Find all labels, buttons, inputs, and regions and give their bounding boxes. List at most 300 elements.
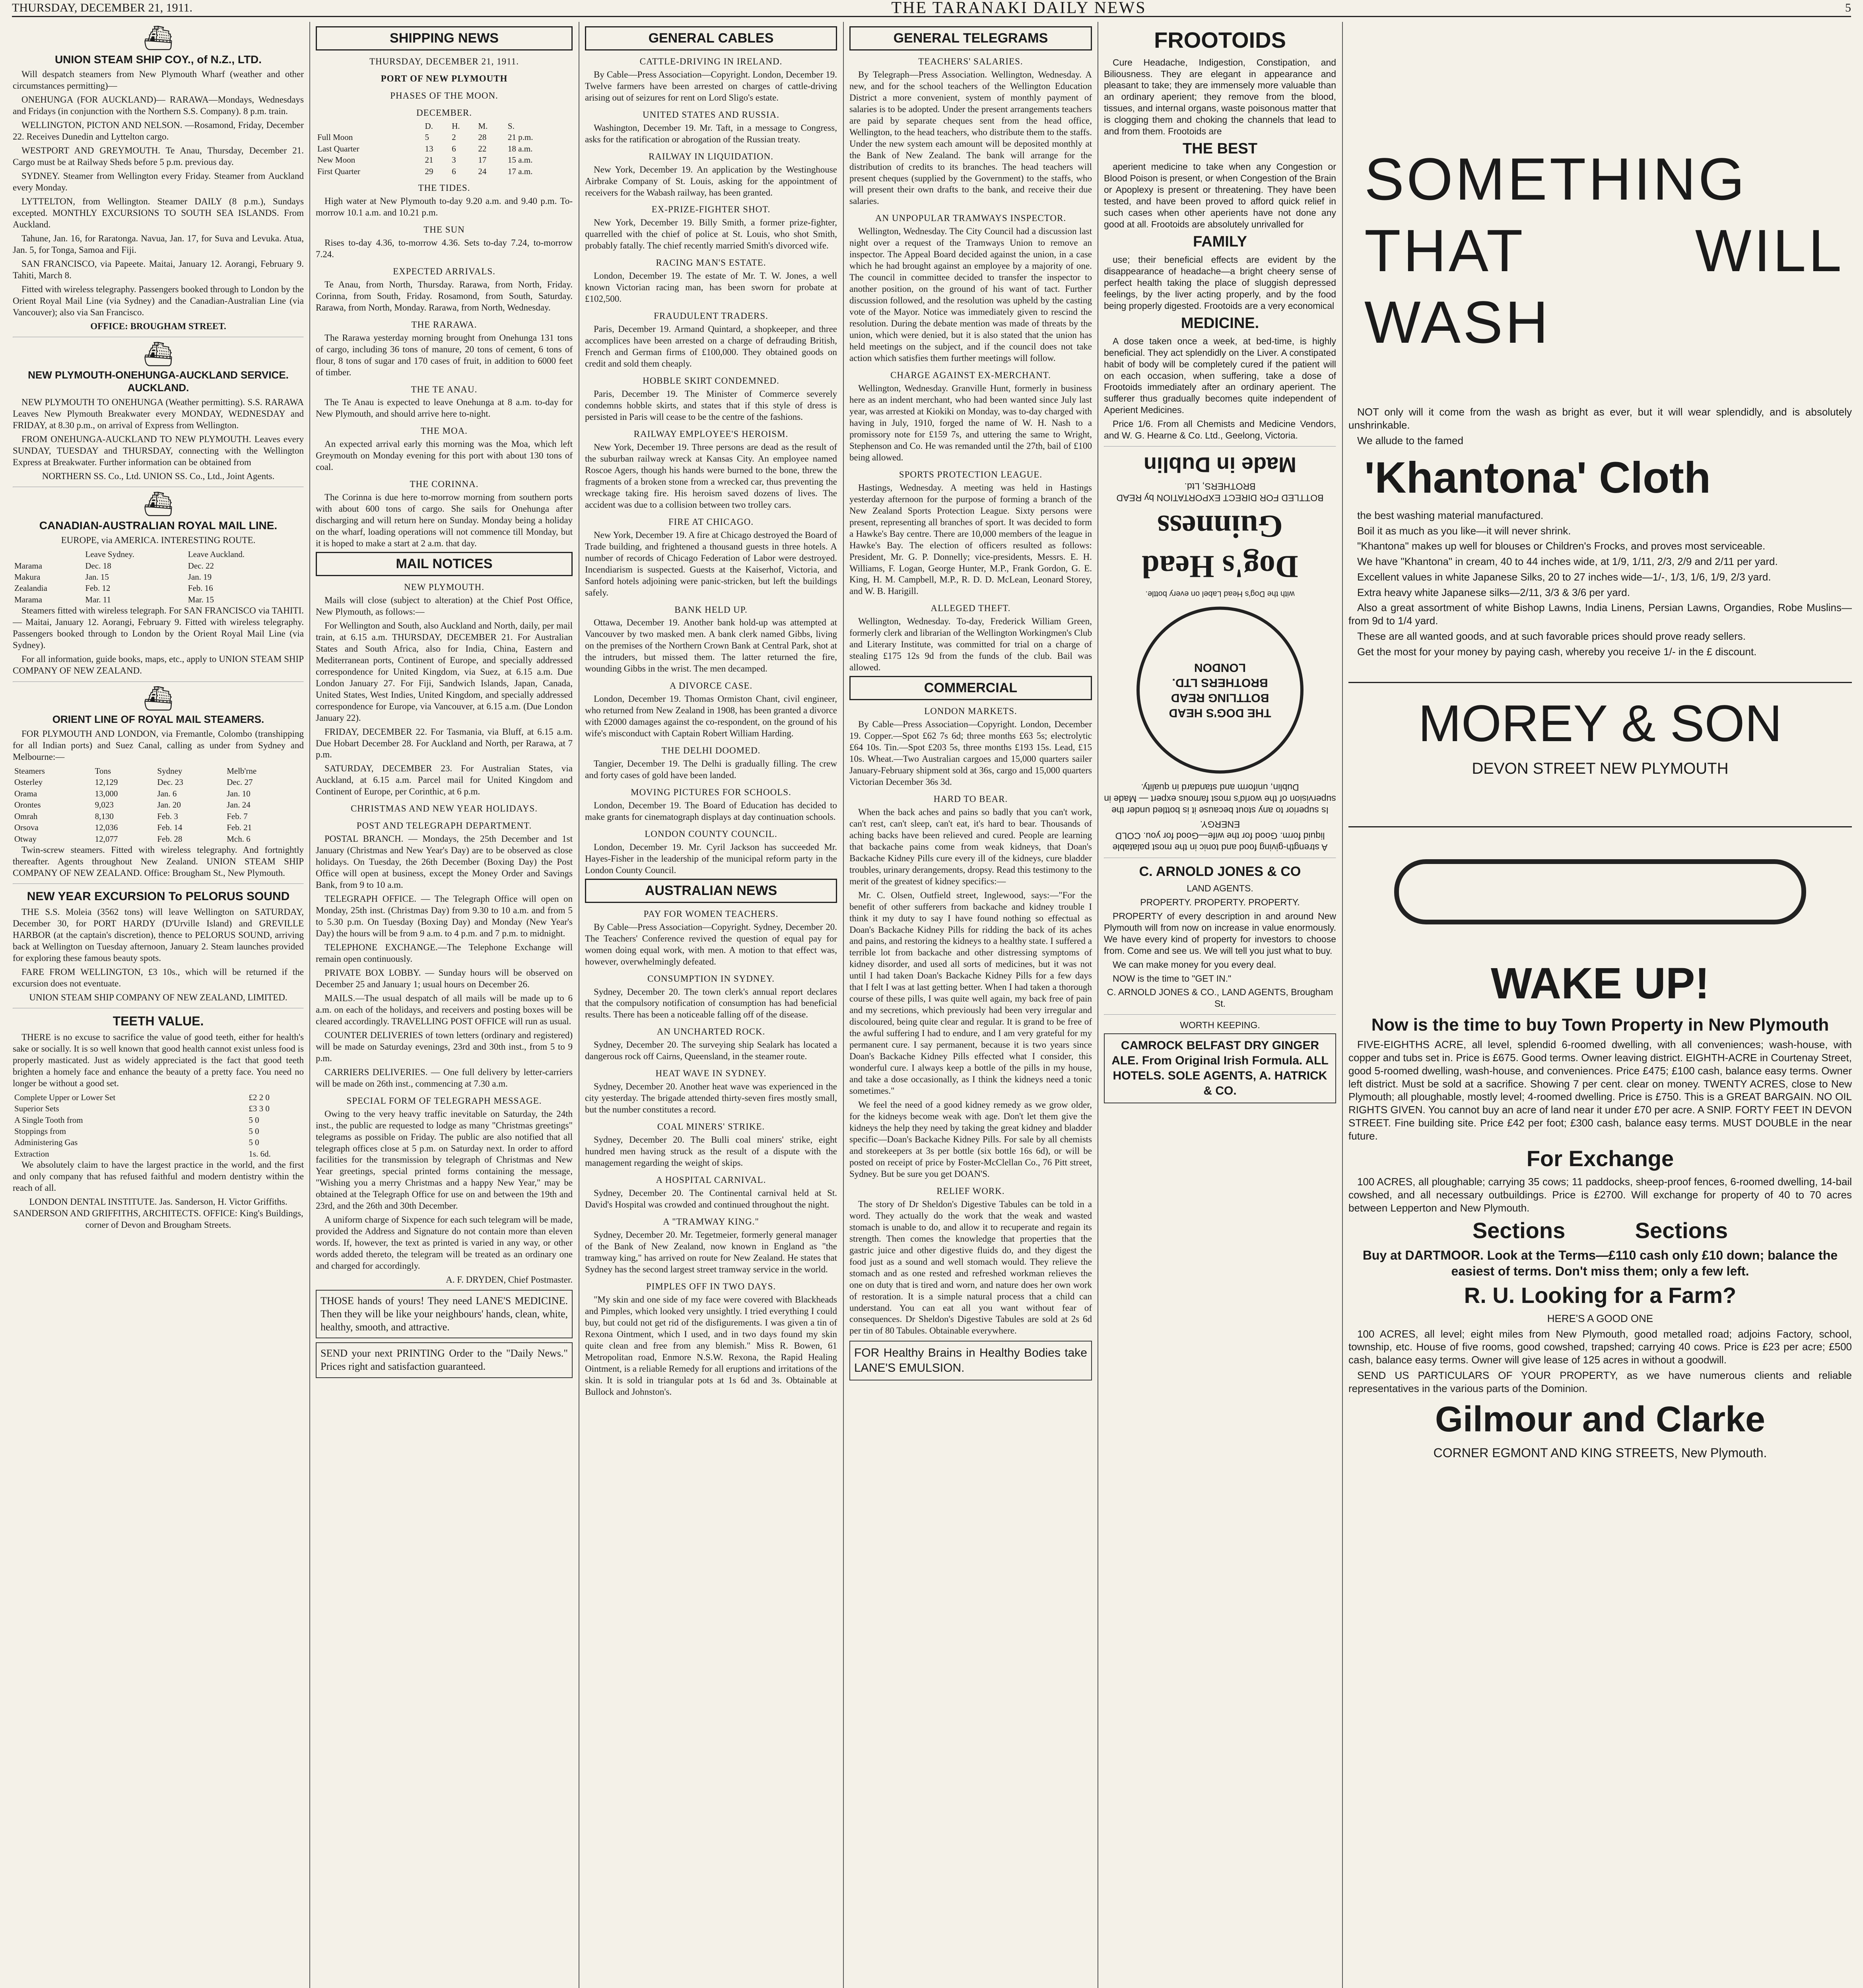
article-body: London, December 19. Thomas Ormiston Chant, civil engineer, who returned from New Zealand in 1908, has been granted a divorce with £2000 damages against the co-respondent, on the ground of his wife's misconduct with Captain Robert William Harding.: [585, 694, 837, 739]
khantona-intro: NOT only will it come from the wash as bright as ever, but it will wear splendidly, and is absolutely unshrinkable.: [1348, 406, 1852, 431]
sun-text: Rises to-day 4.36, to-morrow 4.36. Sets to-day 7.24, to-morrow 7.24.: [316, 237, 573, 259]
orient-heading: ORIENT LINE OF ROYAL MAIL STEAMERS.: [52, 713, 264, 726]
article-title: AN UNPOPULAR TRAMWAYS INSPECTOR.: [875, 213, 1067, 223]
article-title: AN UNCHARTED ROCK.: [657, 1027, 765, 1037]
table-cell: 9,023: [95, 800, 114, 810]
article-body: Wellington, Wednesday. To-day, Frederick William Green, formerly clerk and librarian of the Wellington Workingmen's Club and Literary Institute, was committed for trial on a charge of stealing £175 12s 9d from the funds of the club. Bail was allowed.: [849, 616, 1092, 673]
table-cell: 21 p.m.: [507, 132, 533, 142]
table-cell: Marama: [14, 561, 42, 571]
australian-list: [585, 909, 837, 1276]
union-sanfran: SAN FRANCISCO, via Papeete. Maitai, January 12. Aorangi, February 9. Tahiti, March 8.: [13, 258, 304, 280]
article-body: New York, December 19. Billy Smith, a former prize-fighter, quarrelled with the chief of police at St. Louis, who shot Smith, probably fatally. The chief recently married Smith's divorced wife.: [585, 217, 837, 251]
article-title: CHARGE AGAINST EX-MERCHANT.: [890, 370, 1051, 381]
postmaster-signature: A. F. DRYDEN, Chief Postmaster.: [446, 1275, 573, 1285]
new-year-heading: NEW YEAR EXCURSION To PELORUS SOUND: [27, 889, 290, 903]
article-body: Wellington, Wednesday. The City Council had a discussion last night over a request of the Tramways Union to remove an inspector. The Appeal Board decided against the union, in a case which he had brought against an employee by a majority of one. The council in committee decided to transfer the inspector to another position, on the ground of his want of tact. Further discussion followed, and the resolution was upheld by the casting vote of the Mayor. Notice was immediately given to rescind the resolution. During the debate mention was made of threats by the union, which were denied, but it is also stated that the union has held meetings on the subject, and if the council does not take action which satisfies them further meetings will follow.: [849, 226, 1092, 363]
moa-text: An expected arrival early this morning was the Moa, which left Greymouth on Monday evening for this port with about 130 tons of coal.: [316, 439, 573, 472]
article-body: Tangier, December 19. The Delhi is gradually filling. The crew and forty cases of gold have been landed.: [585, 759, 837, 780]
article-title: RAILWAY IN LIQUIDATION.: [648, 151, 774, 161]
article-title: CATTLE-DRIVING IN IRELAND.: [639, 56, 783, 66]
column-rule: [1342, 22, 1343, 1988]
arnold-heading: C. ARNOLD JONES & CO: [1139, 864, 1301, 879]
mail-intro: Mails will close (subject to alteration) at the Chief Post Office, New Plymouth, as follows:—: [316, 595, 573, 617]
article-title: HOBBLE SKIRT CONDEMNED.: [643, 376, 779, 386]
tides-text: High water at New Plymouth to-day 9.20 a.m. and 9.40 p.m. To-morrow 10.1 a.m. and 10.21 p.m.: [316, 196, 573, 217]
moon-phases-table: [316, 120, 573, 177]
masthead-title: THE TARANAKI DAILY NEWS: [891, 0, 1146, 17]
guinness-every: with the Dog's Head Label on every bottle.: [1145, 590, 1295, 599]
table-cell: Jan. 15: [85, 572, 109, 582]
lanes-emulsion-ad: FOR Healthy Brains in Healthy Bodies take LANE'S EMULSION.: [849, 1341, 1092, 1380]
article-title: FRAUDULENT TRADERS.: [654, 311, 768, 321]
article-title: THE DELHI DOOMED.: [661, 746, 761, 756]
moon-phase-row: [316, 166, 573, 177]
canadian-row: [13, 594, 304, 605]
family-text: use; their beneficial effects are evident by the disappearance of headache—a bright cheery sense of perfect health taking the place of sluggish depressed feelings, by the liver acting properly, and by the food being properly digested. Frootoids are a very economical: [1104, 254, 1336, 311]
orient-note: Twin-screw steamers. Fitted with wireless telegraphy. And fortnightly thereafter. Agents throughout New Zealand. UNION STEAM SHIP COMPANY OF NEW ZEALAND. Office: Brougham St., New Plymouth.: [13, 845, 304, 878]
article-body: Sydney, December 20. Mr. Tegetmeier, formerly general manager of the Bank of New Zealand, now known in England as "the tramway king," has arrived on route for New Zealand. He states that Sydney has the second largest street tramway service in the world.: [585, 1229, 837, 1274]
article-body: Washington, December 19. Mr. Taft, in a message to Congress, asks for the ratification or abrogation of the Russian treaty.: [585, 122, 837, 144]
table-cell: 13: [425, 144, 433, 153]
table-cell: First Quarter: [317, 166, 360, 176]
table-cell: Jan. 20: [157, 800, 181, 810]
article-body: Sydney, December 20. The surveying ship Sealark has located a dangerous rock off Cairns, Queensland, in the steamer route.: [585, 1040, 837, 1062]
article-title: MOVING PICTURES FOR SCHOOLS.: [631, 787, 791, 798]
table-cell: 17 a.m.: [507, 166, 533, 176]
union-islands: Tahune, Jan. 16, for Raratonga. Navua, Jan. 17, for Suva and Levuka. Atua, Jan. 5, for Tonga, Samoa and Fiji.: [13, 233, 304, 255]
rarawa-heading: THE RARAWA.: [411, 319, 477, 330]
table-cell: Feb. 16: [188, 583, 213, 593]
article-title: COAL MINERS' STRIKE.: [657, 1122, 765, 1132]
article-body: Wellington, Wednesday. Granville Hunt, formerly in business here as an indent merchant, who had been wanted since July last year, was arrested at Kiokiki on Monday, was to-day charged with having in July, 1910, forged the name of W. H. Nash to a promissory note for £159 7s, and uttering the same to Wright, Stephenson and Co. He was remanded until the 27th, bail of £100 being allowed.: [849, 383, 1092, 462]
canadian-heading: CANADIAN-AUSTRALIAN ROYAL MAIL LINE.: [39, 519, 278, 532]
sun-heading: THE SUN: [423, 224, 465, 235]
medicine-heading: MEDICINE.: [1181, 315, 1259, 332]
steamer-icon: ⛴: [143, 491, 174, 517]
article-title: LONDON COUNTY COUNCIL.: [645, 829, 777, 839]
hard-to-bear-text: When the back aches and pains so badly that you can't work, can't rest, can't sleep, can't eat, it's hard to bear. Thousands of aching backs have been relieved and cured. People are learning that backache pains come from weak kidneys, that Doan's Backache Kidney Pills cure every ill of the kidneys, cure bladder troubles, urinary derangements, dropsy. Read this testimony to the merit of the greatest of kidney specifics:—: [849, 807, 1092, 886]
table-cell: Feb. 28: [157, 834, 183, 844]
shipping-dateline: THURSDAY, DECEMBER 21, 1911.: [369, 56, 519, 66]
table-cell: Orama: [14, 788, 37, 798]
union-westport: WESTPORT AND GREYMOUTH. Te Anau, Thursday, December 21. Cargo must be at Railway Sheds before 5 p.m. previous day.: [13, 146, 304, 167]
article-title: SPORTS PROTECTION LEAGUE.: [899, 469, 1043, 480]
khantona-p4: Excellent values in white Japanese Silks, 20 to 27 inches wide—1/-, 1/3, 1/6, 1/9, 2/3 yard.: [1357, 571, 1771, 583]
mail-place: NEW PLYMOUTH.: [404, 582, 484, 592]
table-cell: Extraction: [14, 1149, 49, 1159]
table-cell: 12,077: [95, 834, 118, 844]
article-title: A DIVORCE CASE.: [669, 681, 753, 691]
article-body: London, December 19. Mr. Cyril Jackson has succeeded Mr. Hayes-Fisher in the leadership of the municipal reform party in the London County Council.: [585, 842, 837, 875]
khantona-brand: 'Khantona' Cloth: [1364, 453, 1711, 503]
teeth-price-row: [13, 1103, 304, 1114]
teanau-text: The Te Anau is expected to leave Onehunga at 8 a.m. to-day for New Plymouth, and should arrive here to-night.: [316, 397, 573, 419]
table-cell: M.: [478, 121, 488, 131]
canadian-row: [13, 571, 304, 582]
rarawa-text: The Rarawa yesterday morning brought from Onehunga 131 tons of cargo, including 36 tons of manure, 20 tons of cement, 6 tons of flour, 8 tons of sugar and 170 cases of fruit, in addition to 6000 feet of timber.: [316, 332, 573, 377]
table-cell: Feb. 21: [227, 823, 252, 833]
arnold-now: NOW is the time to "GET IN.": [1113, 973, 1232, 984]
article-body: New York, December 19. An application by the Westinghouse Airbrake Company of St. Louis, asking for the appointment of receivers for the Wabash railway, has been granted.: [585, 164, 837, 198]
table-cell: H.: [452, 121, 460, 131]
mails-note: MAILS.—The usual despatch of all mails will be made up to 6 a.m. on each of the holidays, and receivers and posting boxes will be cleared accordingly. TRAVELLING POST OFFICE will run as usual.: [316, 993, 573, 1026]
sections-heading: Sections Sections: [1472, 1218, 1728, 1243]
wake-up-items: FIVE-EIGHTHS ACRE, all level, splendid 6-roomed dwelling, with all conveniences; wash-house, with copper and tubs set in. Price is £675. Good terms. Owner leaving district. EIGHTH-ACRE in Courtenay Street, good 5-roomed dwelling, wash-house, and conveniences. Price £475; £100 cash, balance easy terms. Owner left district. Must be sold at a sacrifice. Showing 7 per cent. clear on money. TWENTY ACRES, close to New Plymouth; all ploughable, mostly level; 4-roomed dwelling. Price is £750. This is a GREAT BARGAIN. NO OIL RIGHTS GIVEN. You cannot buy an acre of land near it under £70 per acre. A SNIP. FORTY FEET IN DEVON STREET. Fine building site. Price £42 per foot; £300 cash, balance easy terms. MUST DOUBLE in the near future.: [1348, 1039, 1852, 1142]
khantona-p3: We have "Khantona" in cream, 40 to 44 inches wide, at 1/9, 1/11, 2/3, 2/9 and 2/11 per yard.: [1357, 555, 1778, 567]
mail-saturday: SATURDAY, DECEMBER 23. For Australian States, via Auckland, at 6.15 a.m. Parcel mail for United Kingdom and Continent of Europe, per Corinthic, at 6 p.m.: [316, 763, 573, 797]
something-heading: SOMETHING THAT WILL WASH: [1364, 146, 1844, 355]
orient-row: [13, 833, 304, 845]
mail-body: For Wellington and South, also Auckland and North, daily, per mail train, at 6.15 a.m. THURSDAY, DECEMBER 21. For Australian States and South Africa, also for India, China, Eastern and Mediterranean ports, Continent of Europe, and specially addressed correspondence for United Kingdom, via Suez, at 6.15 a.m. Due London January 27. For Fiji, Sandwich Islands, Japan, Canada, United States, West Indies, United Kingdom, and specially addressed correspondence for Europe, via Vancouver, at 6.15 a.m. (Due London January 22).: [316, 620, 573, 723]
table-cell: Makura: [14, 572, 41, 582]
article-body: Ottawa, December 19. Another bank hold-up was attempted at Vancouver by two masked men. A bank clerk named Gibbs, living on the premises of the Northern Crown Bank at Central Park, shot at the intruders, but missed them. The latter returned the fire, wounding Gibbs in the wrist. The men decamped.: [585, 617, 837, 674]
table-cell: Orontes: [14, 800, 41, 810]
article-title: TEACHERS' SALARIES.: [918, 56, 1023, 66]
np-agents: NORTHERN SS. Co., Ltd. UNION SS. Co., Ltd., Joint Agents.: [42, 471, 275, 481]
teeth-prices: [13, 1092, 304, 1160]
table-cell: Feb. 12: [85, 583, 111, 593]
table-cell: 5 0: [249, 1115, 259, 1125]
union-onehunga: ONEHUNGA (FOR AUCKLAND)— RARAWA—Mondays, Wednesdays and Fridays (in conjunction with the Northern S.S. Company). 8 p.m. train.: [13, 95, 304, 116]
article-title: A HOSPITAL CARNIVAL.: [656, 1175, 766, 1185]
teeth-note: We absolutely claim to have the largest practice in the world, and the first and only company that has refused faithful and modern dentistry within the reach of all.: [13, 1160, 304, 1193]
article-body: London, December 19. The Board of Education has decided to make grants for cinematograph displays at day continuation schools.: [585, 800, 837, 822]
canadian-sub: EUROPE, via AMERICA. INTERESTING ROUTE.: [61, 535, 256, 546]
markets-heading: LONDON MARKETS.: [924, 706, 1017, 716]
canadian-note: Steamers fitted with wireless telegraph. For SAN FRANCISCO via TAHITI.— Maitai, January 12. Aorangi, February 9. Fitted with wireless telegraphy. Passengers booked through to London by the Orient Royal Mail Line (via Sydney).: [13, 606, 304, 650]
article-body: London, December 19. The estate of Mr. T. W. Jones, a well known Victorian racing man, has been sworn for probate at £102,500.: [585, 271, 837, 304]
frootoids-heading: FROOTOIDS: [1154, 27, 1286, 52]
table-cell: Feb. 7: [227, 811, 248, 821]
moon-phase-row: [316, 132, 573, 143]
table-cell: 8,130: [95, 811, 114, 821]
table-cell: Last Quarter: [317, 144, 359, 153]
hard-to-bear-heading: HARD TO BEAR.: [933, 794, 1008, 804]
worth-keeping: WORTH KEEPING.: [1180, 1020, 1260, 1031]
union-heading: UNION STEAM SHIP COY., of N.Z., LTD.: [54, 53, 262, 66]
camrock-ad: CAMROCK BELFAST DRY GINGER ALE. From Original Irish Formula. ALL HOTELS. SOLE AGENTS, A. HATRICK & CO.: [1104, 1033, 1336, 1103]
union-sydney: SYDNEY. Steamer from Wellington every Friday. Steamer from Auckland every Monday.: [13, 171, 304, 192]
union-wellington: WELLINGTON, PICTON AND NELSON. —Rosamond, Friday, December 22. Receives Dunedin and Lyttelton cargo.: [13, 120, 304, 142]
farm-heading: R. U. Looking for a Farm?: [1464, 1283, 1737, 1308]
table-cell: £2 2 0: [249, 1092, 270, 1102]
table-cell: 24: [478, 166, 487, 176]
orient-row: [13, 811, 304, 822]
table-cell: Sydney: [157, 766, 183, 776]
morey-heading: MOREY & SON: [1418, 694, 1782, 753]
moon-phase-row: [316, 154, 573, 165]
orient-row: [13, 822, 304, 833]
printing-ad: SEND your next PRINTING Order to the "Daily News." Prices right and satisfaction guaranteed.: [316, 1342, 573, 1378]
general-cables-heading: GENERAL CABLES: [585, 26, 837, 50]
gilmour-sub: CORNER EGMONT AND KING STREETS, New Plymouth.: [1433, 1445, 1767, 1460]
teanau-heading: THE TE ANAU.: [411, 384, 478, 394]
table-cell: Jan. 24: [227, 800, 251, 810]
union-excursions: LYTTELTON, from Wellington. Steamer DAILY (8 p.m.), Sundays excepted. MONTHLY EXCURSIONS TO SOUTH SEA ISLANDS. From Auckland.: [13, 196, 304, 229]
exchange-text: 100 ACRES, all ploughable; carrying 35 cows; 11 paddocks, sheep-proof fences, 6-roomed dwelling, 14-bail cowshed, and all necessary outbuildings. Price is £2700. Will exchange for property of 40 to 70 acres between Lepperton and New Plymouth.: [1348, 1176, 1852, 1214]
lane-medicine-ad: THOSE hands of yours! They need LANE'S MEDICINE. Then they will be like your neighbours' hands, clean, white, healthy, smooth, and attractive.: [316, 1290, 573, 1338]
pimples-heading: PIMPLES OFF IN TWO DAYS.: [646, 1281, 776, 1291]
table-cell: Dec. 18: [85, 561, 111, 571]
article-body: Sydney, December 20. The town clerk's annual report declares that the compulsory notification of consumption has had beneficial results. There has been a noticeable falling off of the disease.: [585, 986, 837, 1020]
column-general-cables: [580, 24, 842, 1988]
table-cell: 6: [452, 166, 456, 176]
masthead: [12, 0, 1851, 17]
port-heading: PORT OF NEW PLYMOUTH: [381, 73, 508, 83]
lobby-text: PRIVATE BOX LOBBY. — Sunday hours will be observed on December 25 and January 1; usual hours on December 26.: [316, 967, 573, 989]
table-cell: A Single Tooth from: [14, 1115, 83, 1125]
article-title: EX-PRIZE-FIGHTER SHOT.: [651, 204, 771, 215]
farm-sub: HERE'S A GOOD ONE: [1547, 1312, 1653, 1324]
table-cell: Mch. 6: [227, 834, 251, 844]
table-cell: D.: [425, 121, 433, 131]
teeth-heading: TEETH VALUE.: [113, 1014, 204, 1029]
canadian-table: [13, 549, 304, 605]
table-cell: Feb. 14: [157, 823, 183, 833]
arrivals-heading: EXPECTED ARRIVALS.: [393, 266, 495, 276]
telephone-text: TELEPHONE EXCHANGE.—The Telephone Exchange will remain open continuously.: [316, 942, 573, 964]
article-title: UNITED STATES AND RUSSIA.: [643, 109, 779, 120]
table-cell: Leave Sydney.: [85, 549, 134, 559]
relief-text: The story of Dr Sheldon's Digestive Tabules can be told in a word. They actually do the work that the weak and wasted stomach is unable to do, and allow it to recuperate and regain its strength. Then comes the knowledge that properties that the gastric juice and other digestive fluids do, and they digest the food just as a sound and well stomach would. They relieve the stomach and as one rested and refreshed workman relieves the one on duty that is tired and worn, and nature does her own work of restoration. It is a simple natural process that a child can understand. You can eat all you want without fear of consequences. Dr Sheldon's Digestive Tabules are sold at 2s 6d per tin of 80 Tabules. Obtainable everywhere.: [849, 1199, 1092, 1336]
article-title: RACING MAN'S ESTATE.: [656, 258, 766, 268]
table-cell: Dec. 27: [227, 777, 253, 787]
article-title: RAILWAY EMPLOYEE'S HEROISM.: [633, 429, 789, 439]
article-body: Sydney, December 20. The Bulli coal miners' strike, eight hundred men having struck as the result of a dispute with the management regarding the weight of skips.: [585, 1135, 837, 1168]
gilmour-heading: Gilmour and Clarke: [1435, 1400, 1766, 1440]
guinness-ad: [1104, 451, 1336, 853]
steamer-icon: ⛴: [143, 341, 174, 367]
teeth-body: THERE is no excuse to sacrifice the value of good teeth, either for health's sake or socially. It is so well known that good health cannot exist unless food is properly masticated. Just as widely appreciated is the fact that good teeth brighten a homely face and enhance the beauty of a pretty face. You need no longer be without a good set.: [13, 1032, 304, 1088]
teeth-price-row: [13, 1148, 304, 1159]
teeth-price-row: [13, 1137, 304, 1148]
table-cell: Orsova: [14, 823, 39, 833]
arnold-sub: LAND AGENTS.: [1187, 883, 1253, 893]
table-cell: Jan. 10: [227, 788, 251, 798]
table-cell: Mar. 15: [188, 594, 214, 604]
arrivals-text: Te Anau, from North, Thursday. Rarawa, from North, Friday. Corinna, from South, Friday. Rosamond, from South, Saturday. Rarawa, from North, Monday. Rarawa, from North, Wednesday.: [316, 279, 573, 313]
teeth-price-row: [13, 1114, 304, 1126]
table-cell: Superior Sets: [14, 1104, 59, 1114]
article-title: A "TRAMWAY KING.": [663, 1216, 759, 1227]
counter-text: COUNTER DELIVERIES of town letters (ordinary and registered) will be made on Saturday evenings, 23rd and 30th inst., from 5 to 9 p.m.: [316, 1030, 573, 1063]
best-text: aperient medicine to take when any Congestion or Blood Poison is present, or when Congestion of the Brain or Apoplexy is present or threatening. They have been tested, and have been proved to afford quick relief in such cases when other aperients have not done any good at all. Frootoids are absolutely unrivalled for: [1104, 161, 1336, 230]
telegraph-text: TELEGRAPH OFFICE. — The Telegraph Office will open on Monday, 25th inst. (Christmas Day) from 9.30 to 10 a.m. and from 5 to 5.30 p.m. On Tuesday (Boxing Day) and Monday (New Year's Day) the hours will be from 9 a.m. to 4 p.m. and 7 p.m. to midnight.: [316, 894, 573, 939]
article-body: Paris, December 19. The Minister of Commerce severely condemns hobble skirts, and states that if this style of dress is persisted in Paris will cease to be the centre of the fashions.: [585, 389, 837, 422]
union-wireless: Fitted with wireless telegraphy. Passengers booked through to London by the Orient Royal Mail Line (via Sydney) and the Canadian-Australian Line (via Vancouver); also via San Francisco.: [13, 284, 304, 317]
medicine-text: A dose taken once a week, at bed-time, is highly beneficial. They act splendidly on the Liver. A constipated habit of body will be completely cured if the patient will on each occasion, when suffering, take a dose of Frootoids immediately after an ordinary aperient. The sufferer thus gradually becomes quite independent of Aperient Medicines.: [1104, 336, 1336, 415]
general-telegrams-heading: GENERAL TELEGRAMS: [849, 26, 1092, 50]
special-text: Owing to the very heavy traffic inevitable on Saturday, the 24th inst., the public are requested to lodge as many "Christmas greetings" telegrams as possible on Friday. The public are also notified that all telegraph offices close at 5 p.m. on Saturday next. In order to afford facilities for the transmission by telegraph of Christmas and New Year greetings, special printed forms containing the message, "Wishing you a merry Christmas and a happy New Year," may be obtained at the Telegraph Office for use on and between the 19th and 23rd, and the 26th and 30th December.: [316, 1109, 573, 1211]
table-cell: 6: [452, 144, 456, 153]
send-particulars: SEND US PARTICULARS OF YOUR PROPERTY, as we have numerous clients and reliable representatives in the various parts of the Dominion.: [1348, 1369, 1852, 1394]
morey-sub: DEVON STREET NEW PLYMOUTH: [1472, 760, 1729, 778]
table-cell: 5 0: [249, 1138, 259, 1147]
mail-friday: FRIDAY, DECEMBER 22. For Tasmania, via Bluff, at 6.15 a.m. Due Hobart December 28. For Auckland and North, per Rarawa, at 7 p.m.: [316, 726, 573, 760]
canadian-row: [13, 582, 304, 594]
table-cell: Steamers: [14, 766, 45, 776]
column-ads-right: [1344, 24, 1857, 1988]
masthead-page: 5: [1845, 1, 1851, 14]
table-cell: Osterley: [14, 777, 43, 787]
table-cell: 15 a.m.: [507, 155, 533, 165]
table-cell: S.: [507, 121, 515, 131]
table-cell: 12,036: [95, 823, 118, 833]
article-body: By Telegraph—Press Association. Wellington, Wednesday. A new, and for the school teachers of the Wellington Education District a more convenient, system of monthly payment of salaries is to be adopted. Under the present arrangements teachers are paid by separate cheques sent from the head office, Wellington, to the head teachers, who distribute them to the staffs. Under the new system each amount will be deposited monthly at the Bank of New Zealand. The bank will arrange for the distribution of credits to its branches. The head teachers will present cheques (supplied by the Government) to the staffs, who will present their own drafts to the bank, and receive their due salaries.: [849, 69, 1092, 206]
markets-text: By Cable—Press Association—Copyright. London, December 19. Copper.—Spot £62 7s 6d; three months £63 5s; electrolytic £64 10s. Tin.—Spot £203 5s, three months £193 15s. Lead, £15 10s. Wheat.—Two Australian cargoes and 15,000 quarters sailer January-February shipment sold at 36s, cargo and 15,000 quarters Victorian December 36s 3d.: [849, 719, 1092, 787]
sections-text: Buy at DARTMOOR. Look at the Terms—£110 cash only £10 down; balance the easiest of terms. Don't miss them; only a few left.: [1362, 1248, 1838, 1279]
orient-row: [13, 765, 304, 777]
telegrams-list: [849, 56, 1092, 674]
guinness-label: Dog's Head Guinness: [1142, 509, 1298, 584]
wake-up-heading: WAKE UP!: [1491, 959, 1710, 1008]
steamer-icon: ⛴: [143, 25, 174, 51]
column-ads-middle: [1099, 24, 1341, 1988]
farm-text: 100 ACRES, all level; eight miles from New Plymouth, good metalled road; adjoins Factory, school, township, etc. House of five rooms, good cowshed, trapshed; carrying 40 cows. Price is £23 per acre; £500 cash, balance easy terms. Owner will give lease of 125 acres in without a goodwill.: [1348, 1328, 1852, 1366]
table-cell: £3 3 0: [249, 1104, 270, 1114]
article-body: Sydney, December 20. The Continental carnival held at St. David's Hospital was crowded and continued throughout the night.: [585, 1188, 837, 1209]
article-body: New York, December 19. A fire at Chicago destroyed the Board of Trade building, and frightened a thousand guests in three hotels. A number of records of Chicago Federation of Labor were destroyed. Incendiarism is suspected. Guests at the Kaiserhof, Victoria, and Sanford hotels adjoining were panic-stricken, but left the buildings safely.: [585, 530, 837, 598]
table-cell: 29: [425, 166, 433, 176]
moon-phase-row: [316, 143, 573, 154]
union-intro: Will despatch steamers from New Plymouth Wharf (weather and other circumstances permitting)—: [13, 69, 304, 91]
teeth-contact: LONDON DENTAL INSTITUTE. Jas. Sanderson, H. Victor Griffiths. SANDERSON AND GRIFFITHS, ARCHITECTS. OFFICE: King's Buildings, corner of Devon and Brougham Streets.: [13, 1197, 303, 1230]
khantona-p1: Boil it as much as you like—it will never shrink.: [1357, 524, 1571, 537]
wake-up-sub: Now is the time to buy Town Property in New Plymouth: [1371, 1015, 1829, 1035]
table-cell: 5 0: [249, 1126, 259, 1136]
column-rule: [843, 22, 844, 1988]
exchange-heading: For Exchange: [1526, 1146, 1674, 1171]
table-cell: Feb. 3: [157, 811, 178, 821]
table-cell: 3: [452, 155, 456, 165]
table-cell: Dec. 22: [188, 561, 214, 571]
article-body: By Cable—Press Association—Copyright. London, December 19. Twelve farmers have been arrested on charges of cattle-driving arising out of seizures for rent on Lord Sligo's estate.: [585, 69, 837, 103]
table-cell: 17: [478, 155, 487, 165]
orient-row: [13, 788, 304, 799]
australian-news-heading: AUSTRALIAN NEWS: [585, 879, 837, 903]
table-cell: Jan. 6: [157, 788, 177, 798]
tides-heading: THE TIDES.: [418, 182, 470, 193]
table-cell: Marama: [14, 594, 42, 604]
column-shipping-news: [311, 24, 577, 1988]
xmas-heading: CHRISTMAS AND NEW YEAR HOLIDAYS.: [350, 804, 538, 814]
np-body-2: FROM ONEHUNGA-AUCKLAND TO NEW PLYMOUTH. Leaves every SUNDAY, TUESDAY and THURSDAY, connecting with the Wellington Express at Breakwater. Further information can be obtained from: [13, 434, 304, 467]
union-office: OFFICE: BROUGHAM STREET.: [90, 321, 226, 331]
article-title: BANK HELD UP.: [674, 604, 748, 615]
table-cell: 21: [425, 155, 433, 165]
phases-month: DECEMBER.: [416, 107, 472, 118]
article-body: Paris, December 19. Armand Quintard, a shopkeeper, and three accomplices have been arrested on a charge of defrauding British, French and German firms of £100,000. They obtained goods on credit and sold them cheaply.: [585, 324, 837, 369]
table-cell: Otway: [14, 834, 37, 844]
table-cell: Complete Upper or Lower Set: [14, 1092, 116, 1102]
orient-table: [13, 765, 304, 845]
np-body: NEW PLYMOUTH TO ONEHUNGA (Weather permitting). S.S. RARAWA Leaves New Plymouth Breakwater every MONDAY, WEDNESDAY and FRIDAY, at 8.30 p.m., on arrival of Express from Wellington.: [13, 397, 304, 431]
article-title: ALLEGED THEFT.: [931, 603, 1011, 613]
table-cell: Mar. 11: [85, 594, 111, 604]
post-heading: POST AND TELEGRAPH DEPARTMENT.: [356, 821, 532, 831]
khantona-p7: These are all wanted goods, and at such favorable prices should prove ready sellers.: [1357, 630, 1746, 642]
guinness-dublin: Is superior to any stout because it is bottled under the supervision of the world's most famous expert — Made in Dublin, uniform and standard in quality.: [1104, 782, 1336, 816]
family-heading: FAMILY: [1193, 233, 1247, 250]
canadian-info: For all information, guide books, maps, etc., apply to UNION STEAM SHIP COMPANY OF NEW ZEALAND.: [13, 654, 304, 676]
mail-notices-heading: MAIL NOTICES: [316, 552, 573, 576]
new-year-company: UNION STEAM SHIP COMPANY OF NEW ZEALAND, LIMITED.: [29, 992, 288, 1002]
orient-row: [13, 777, 304, 788]
table-cell: 2: [452, 132, 456, 142]
relief-heading: RELIEF WORK.: [936, 1186, 1005, 1196]
table-cell: 18 a.m.: [507, 144, 533, 153]
dogs-head-logo: THE DOG'S HEAD BOTTLING READ BROTHERS LTD. LONDON: [1136, 607, 1304, 774]
table-cell: Melb'rne: [227, 766, 257, 776]
khantona-p8: Get the most for your money by paying cash, whereby you receive 1/- in the £ discount.: [1357, 645, 1757, 658]
moa-heading: THE MOA.: [421, 426, 468, 436]
guinness-made: Made in Dublin: [1144, 453, 1296, 477]
olsen-testimony-2: We feel the need of a good kidney remedy as we grow older, for the kidneys become weak with age. Don't let them give the kidneys the help they need by taking the great kidney and bladder specific—Doan's Backache Kidney Pills. For sale by all chemists and storekeepers at 3s per bottle (six bottle 16s 6d), or will be posted on receipt of price by Foster-McClellan Co., 76 Pitt street, Sydney. But be sure you get DOAN'S.: [849, 1100, 1092, 1179]
best-heading: THE BEST: [1183, 140, 1257, 157]
table-cell: 5: [425, 132, 429, 142]
special-text-2: A uniform charge of Sixpence for each such telegram will be made, provided the Address and Signature do not contain more than eleven words. If, however, the text as printed is varied in any way, or other words added thereto, the telegram will be treated as an ordinary one and charged for accordingly.: [316, 1215, 573, 1271]
column-shipping-ads: [8, 24, 309, 1988]
table-cell: 1s. 6d.: [249, 1149, 271, 1159]
table-cell: Tons: [95, 766, 111, 776]
arnold-signature: C. ARNOLD JONES & CO., LAND AGENTS, Brougham St.: [1107, 987, 1333, 1009]
shipping-news-heading: SHIPPING NEWS: [316, 26, 573, 50]
moon-phase-row: [316, 120, 573, 132]
column-general-telegrams: [845, 24, 1097, 1988]
np-heading: NEW PLYMOUTH-ONEHUNGA-AUCKLAND SERVICE. AUCKLAND.: [28, 369, 289, 394]
table-cell: 28: [478, 132, 487, 142]
decorative-oval-icon: [1394, 859, 1807, 924]
phases-heading: PHASES OF THE MOON.: [390, 90, 498, 101]
orient-body: FOR PLYMOUTH AND LONDON, via Fremantle, Colombo (transhipping for all Indian ports) and Suez Canal, calling as under from Sydney and Melbourne:—: [13, 728, 304, 762]
table-cell: Administering Gas: [14, 1138, 78, 1147]
teeth-price-row: [13, 1092, 304, 1103]
khantona-p6: Also a great assortment of white Bishop Lawns, India Linens, Persian Lawns, Organdies, Robe Muslins—from 9d to 1/4 yard.: [1348, 602, 1852, 627]
table-cell: 12,129: [95, 777, 118, 787]
table-cell: Omrah: [14, 811, 38, 821]
new-year-fare: FARE FROM WELLINGTON, £3 10s., which will be returned if the excursion does not eventuate.: [13, 967, 304, 988]
khantona-sub: the best washing material manufactured.: [1357, 509, 1544, 521]
table-cell: Stoppings from: [14, 1126, 66, 1136]
guinness-bottled: BOTTLED FOR DIRECT EXPORTATION by READ BROTHERS, Ltd.: [1116, 481, 1324, 504]
masthead-date: THURSDAY, DECEMBER 21, 1911.: [12, 1, 192, 14]
canadian-row: [13, 549, 304, 560]
new-year-body: THE S.S. Moleia (3562 tons) will leave Wellington on SATURDAY, December 30, for PORT HARDY (D'Urville Island) and GREVILLE HARBOR (at the captain's discretion), thence to PELORUS SOUND, arriving back at Wellington on Tuesday afternoon, January 2. Steam launches provided for exploring these famous beauty spots.: [13, 907, 304, 963]
table-cell: [13, 549, 84, 560]
article-body: Sydney, December 20. Another heat wave was experienced in the city yesterday. The brigade attended thirty-seven fires mostly small, but the number constitutes a record.: [585, 1081, 837, 1115]
steamer-icon: ⛴: [143, 685, 174, 712]
carriers-text: CARRIERS DELIVERIES. — One full delivery by letter-carriers will be made on 26th inst., commencing at 7.30 a.m.: [316, 1067, 573, 1089]
khantona-p2: "Khantona" makes up well for blouses or Children's Frocks, and proves most serviceable.: [1357, 540, 1766, 552]
table-cell: 13,000: [95, 788, 118, 798]
guinness-note: A strength-giving food and tonic in the most palatable liquid form. Good for the wife—Good for you. COLD ENERGY.: [1112, 819, 1328, 853]
article-title: PAY FOR WOMEN TEACHERS.: [643, 909, 779, 919]
table-cell: [316, 120, 423, 132]
article-title: CONSUMPTION IN SYDNEY.: [647, 973, 775, 984]
article-body: New York, December 19. Three persons are dead as the result of the suburban railway wreck at Kansas City. An employee named Roscoe Agers, though his hands were burned to the bone, threw the fragments of a broken stone from a wrecked car, thus preventing the wreckage taking fire. His heroism saved dozens of lives. The accident was due to a collision between two trolley cars.: [585, 442, 837, 510]
khantona-p5: Extra heavy white Japanese silks—2/11, 3/3 & 3/6 per yard.: [1357, 586, 1630, 598]
frootoids-price: Price 1/6. From all Chemists and Medicine Vendors, and W. G. Hearne & Co. Ltd., Geelong, Victoria.: [1104, 419, 1336, 441]
table-cell: New Moon: [317, 155, 356, 165]
table-cell: 22: [478, 144, 487, 153]
arnold-property: PROPERTY. PROPERTY. PROPERTY.: [1140, 897, 1300, 907]
commercial-heading: COMMERCIAL: [849, 676, 1092, 700]
orient-row: [13, 799, 304, 810]
table-cell: Full Moon: [317, 132, 353, 142]
table-cell: Jan. 19: [188, 572, 212, 582]
arnold-money: We can make money for you every deal.: [1113, 959, 1276, 970]
post-body: POSTAL BRANCH. — Mondays, the 25th December and 1st January (Christmas and New Year's Day) are to be observed as close holidays. On Tuesday, the 26th December (Boxing Day) the Post Office will open at business, except the Money Order and Savings Bank, from 9 to 10 a.m.: [316, 834, 573, 890]
